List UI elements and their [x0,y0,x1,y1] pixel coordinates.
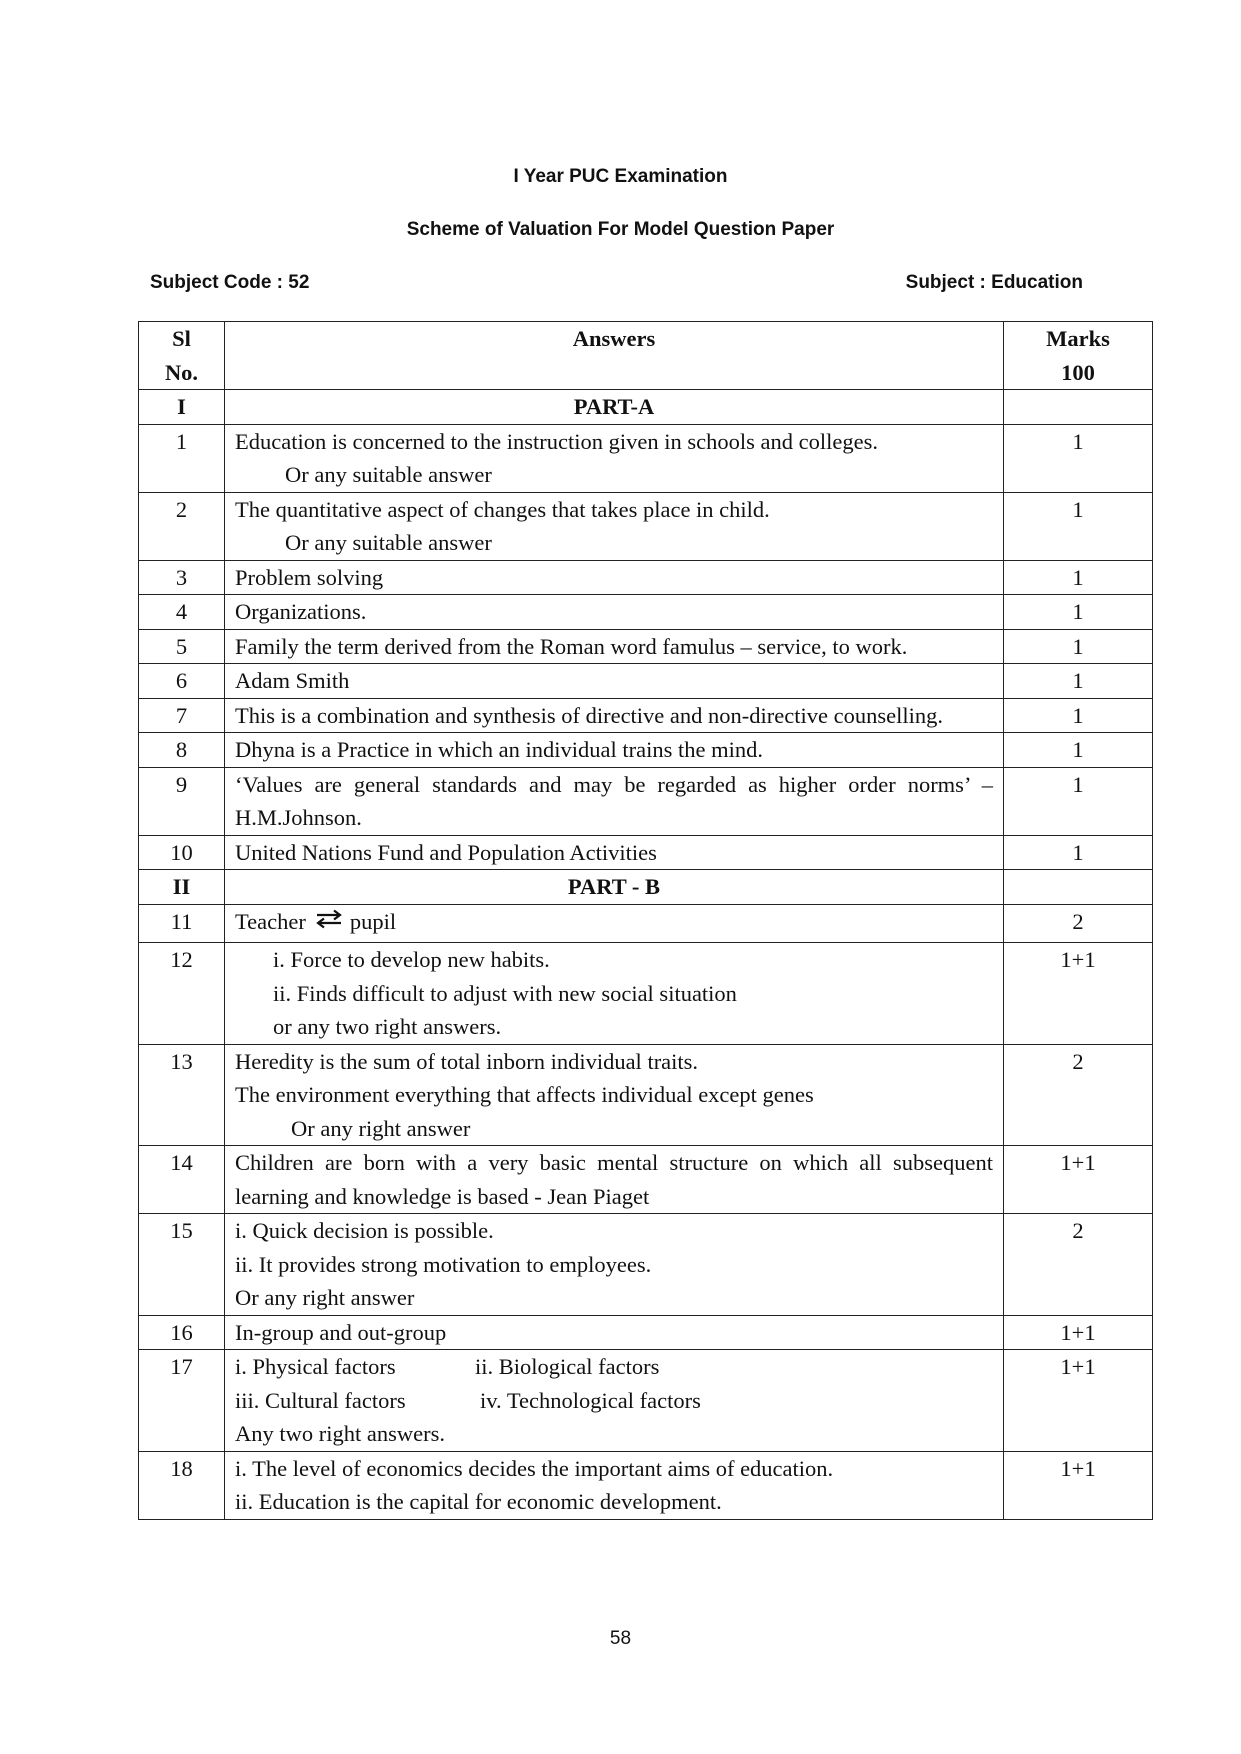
table-row: 7 This is a combination and synthesis of directive and non-directive counselling. 1 [139,698,1153,733]
table-row: 18 i. The level of economics decides the important aims of education. ii. Education is the capital for economic development. 1+1 [139,1451,1153,1519]
table-header-row [139,322,1153,390]
table-row: 11 Teacher pupil 2 [139,904,1153,943]
scheme-subtitle: Scheme of Valuation For Model Question Paper [406,219,835,240]
subject-name: Subject : Education [905,272,1083,293]
part-a-row: I PART-A [139,390,1153,425]
part-a-label: PART-A [225,390,1004,425]
table-row: 15 i. Quick decision is possible. ii. It provides strong motivation to employees. Or any right answer 2 [139,1214,1153,1316]
exam-title: I Year PUC Examination [513,166,728,187]
part-b-label: PART - B [225,870,1004,905]
header-sl-no: Sl No. [139,322,225,390]
table-row: 14 Children are born with a very basic mental structure on which all subsequent learning and knowledge is based - Jean Piaget 1+1 [139,1146,1153,1214]
bidirectional-arrow-icon [314,905,344,939]
page-number: 58 [609,1628,632,1649]
table-row: 5 Family the term derived from the Roman word famulus – service, to work. 1 [139,629,1153,664]
table-row: 1 Education is concerned to the instruction given in schools and colleges. Or any suitable answer 1 [139,424,1153,492]
table-row: 17 i. Physical factors ii. Biological factors iii. Cultural factors iv. Technological factors Any two right answers. 1+1 [139,1350,1153,1452]
table-row: 8 Dhyna is a Practice in which an individual trains the mind. 1 [139,733,1153,768]
part-b-row: II PART - B [139,870,1153,905]
table-row: 6 Adam Smith 1 [139,664,1153,699]
table-row: 16 In-group and out-group 1+1 [139,1315,1153,1350]
table-row: 9 ‘Values are general standards and may be regarded as higher order norms’ – H.M.Johnson. 1 [139,767,1153,835]
table-row: 4 Organizations. 1 [139,595,1153,630]
header-answers: Answers [225,322,1004,390]
table-row: 3 Problem solving 1 [139,560,1153,595]
valuation-table [138,321,1153,1520]
table-row: 13 Heredity is the sum of total inborn individual traits. The environment everything that affects individual except genes Or any right answer 2 [139,1044,1153,1146]
table-row: 2 The quantitative aspect of changes that takes place in child. Or any suitable answer 1 [139,492,1153,560]
subject-code: Subject Code : 52 [150,272,310,293]
header-marks: Marks 100 [1004,322,1153,390]
table-row: 12 i. Force to develop new habits. ii. Finds difficult to adjust with new social situation or any two right answers. 1+1 [139,943,1153,1045]
table-row: 10 United Nations Fund and Population Activities 1 [139,835,1153,870]
